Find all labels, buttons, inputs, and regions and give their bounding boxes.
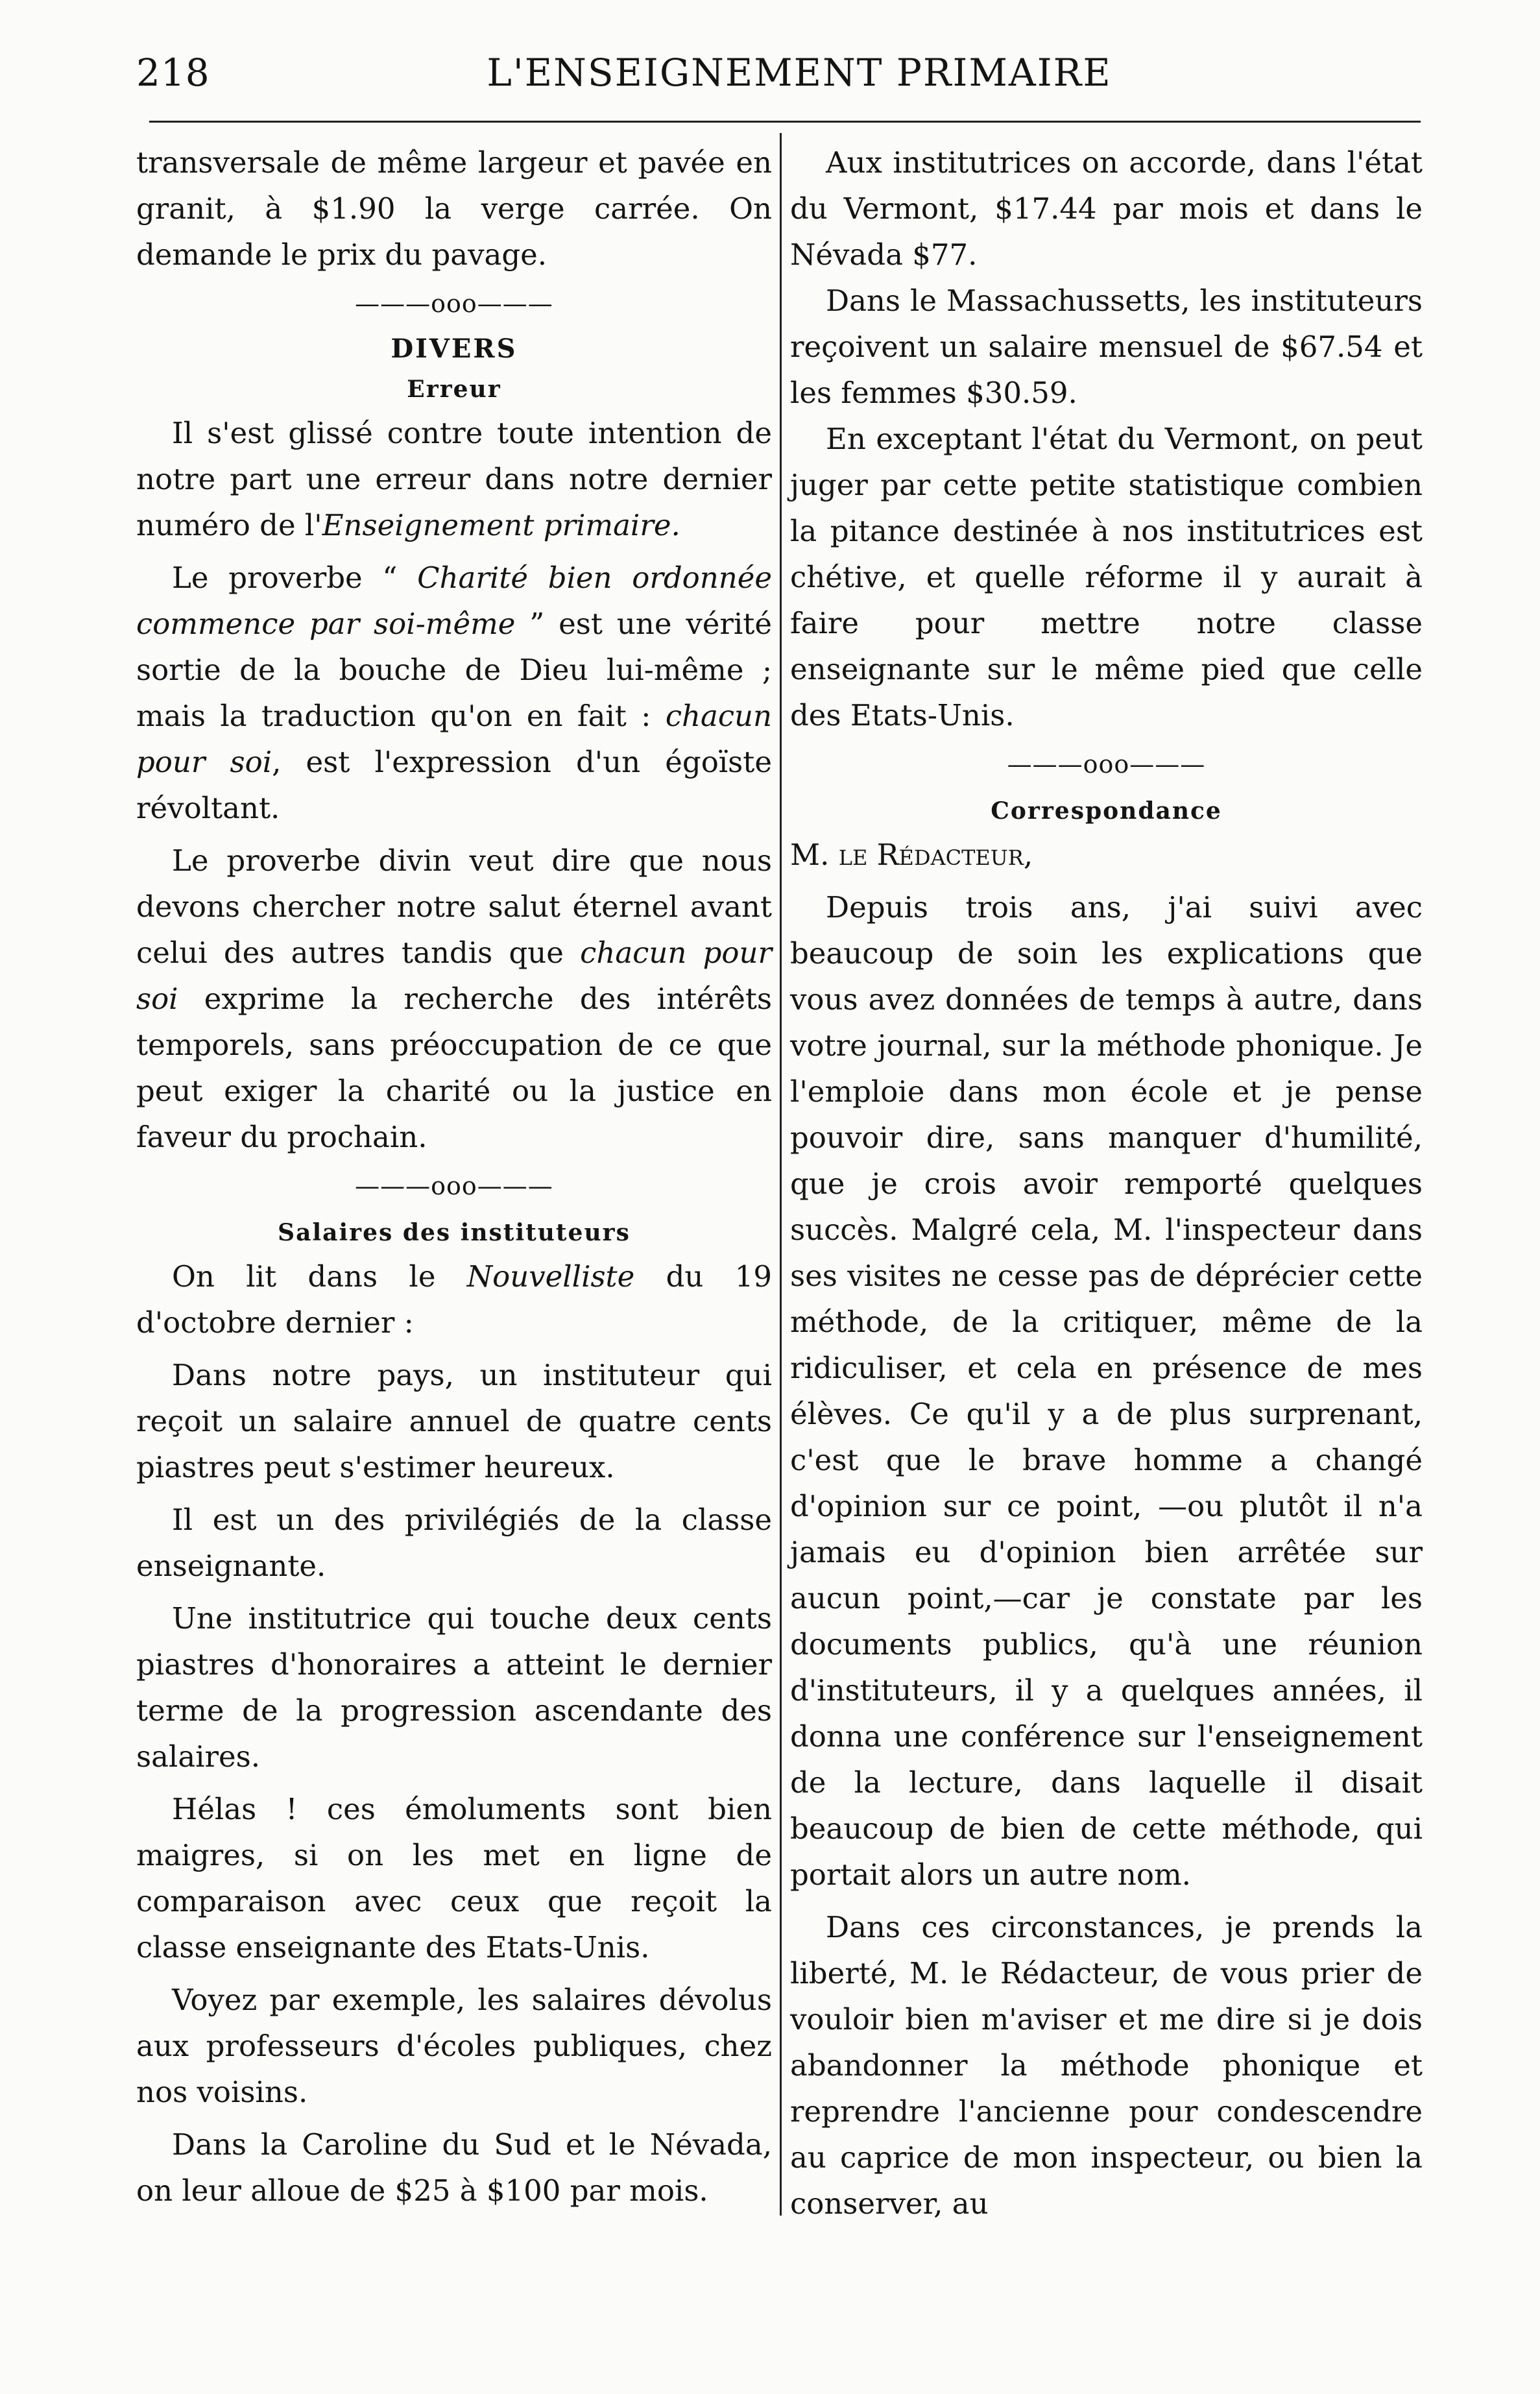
left-column	[136, 139, 772, 2214]
subheading-salaires: Salaires des instituteurs	[278, 1219, 631, 1246]
paragraph-statistique: En exceptant l'état du Vermont, on peut juger par cette petite statistique combien la pitance destinée à nos institutrices est chétive, et quelle réforme il y aurait à faire pour mettre notre classe enseignante sur le même pied que celle des Etats-Unis.	[790, 422, 1423, 732]
paragraph-institutrice: Une institutrice qui touche deux cents piastres d'honoraires a atteint le dernier terme de la progression ascendante des salaires.	[136, 1601, 772, 1774]
paragraph-circonstances: Dans ces circonstances, je prends la liberté, M. le Rédacteur, de vous prier de vouloir bien m'aviser et me dire si je dois abandonner la méthode phonique et reprendre l'ancienne pour condescendre au caprice de mon inspecteur, ou bien la conserver, au	[790, 1910, 1423, 2221]
continued-paragraph: transversale de même largeur et pavée en granit, à $1.90 la verge carrée. On demande le prix du pavage.	[136, 145, 772, 272]
paragraph-voyez: Voyez par exemple, les salaires dévolus aux professeurs d'écoles publiques, chez nos voisins.	[136, 1983, 772, 2109]
section-separator: ———ooo———	[1007, 750, 1206, 779]
paragraph-nouvelliste: On lit dans le Nouvelliste du 19 d'octobre dernier :	[136, 1259, 772, 1340]
column-divider	[780, 133, 782, 2216]
salutation: M. le Rédacteur,	[790, 838, 1033, 872]
running-title: L'ENSEIGNEMENT PRIMAIRE	[487, 51, 1112, 95]
paragraph-lettre: Depuis trois ans, j'ai suivi avec beaucoup de soin les explications que vous avez données de temps à autre, dans votre journal, sur la méthode phonique. Je l'emploie dans mon école et je pense pouvoir dire, sans manquer d'humilité, que je crois avoir remporté quelques succès. Malgré cela, M. l'inspecteur dans ses visites ne cesse pas de déprécier cette méthode, de la critiquer, même de la ridiculiser, et cela en présence de mes élèves. Ce qu'il y a de plus surprenant, c'est que le brave homme a changé d'opinion sur ce point, —ou plutôt il n'a jamais eu d'opinion bien arrêtée sur aucun point,—car je constate par les documents publics, qu'à une réunion d'instituteurs, il y a quelques années, il donna une conférence sur l'enseignement de la lecture, dans laquelle il disait beaucoup de bien de cette méthode, qui portait alors un autre nom.	[790, 890, 1423, 1892]
section-heading-divers: DIVERS	[391, 333, 518, 364]
paragraph-vermont: Aux institutrices on accorde, dans l'état du Vermont, $17.44 par mois et dans le Névada $77.	[790, 145, 1423, 272]
paragraph-proverbe: Le proverbe “ Charité bien ordonnée commence par soi-même ” est une vérité sortie de la bouche de Dieu lui-même ; mais la traduction qu'on en fait : chacun pour soi, est l'expression d'un égoïste révoltant.	[136, 561, 773, 825]
paragraph-massachussetts: Dans le Massachussetts, les instituteurs reçoivent un salaire mensuel de $67.54 et les femmes $30.59.	[790, 284, 1423, 410]
paragraph-proverbe-divin: Le proverbe divin veut dire que nous devons chercher notre salut éternel avant celui des autres tandis que chacun pour soi exprime la recherche des intérêts temporels, sans préoccupation de ce que peut exiger la charité ou la justice en faveur du prochain.	[136, 843, 772, 1154]
paragraph-privilegies: Il est un des privilégiés de la classe enseignante.	[136, 1503, 772, 1583]
subheading-correspondance: Correspondance	[991, 797, 1222, 825]
right-column	[790, 139, 1423, 2227]
paragraph-instituteur: Dans notre pays, un instituteur qui reçoit un salaire annuel de quatre cents piastres peut s'estimer heureux.	[136, 1358, 772, 1484]
subheading-erreur: Erreur	[407, 376, 501, 403]
paragraph-erreur: Il s'est glissé contre toute intention de notre part une erreur dans notre dernier numéro de l'Enseignement primaire.	[136, 416, 772, 542]
paragraph-caroline: Dans la Caroline du Sud et le Névada, on leur alloue de $25 à $100 par mois.	[136, 2127, 772, 2208]
section-separator: ———ooo———	[355, 1172, 553, 1200]
header-rule	[149, 121, 1421, 123]
paragraph-helas: Hélas ! ces émoluments sont bien maigres, si on les met en ligne de comparaison avec ceux que reçoit la classe enseignante des Etats-Unis.	[136, 1792, 772, 1965]
page-number: 218	[136, 51, 210, 95]
section-separator: ———ooo———	[355, 289, 553, 318]
